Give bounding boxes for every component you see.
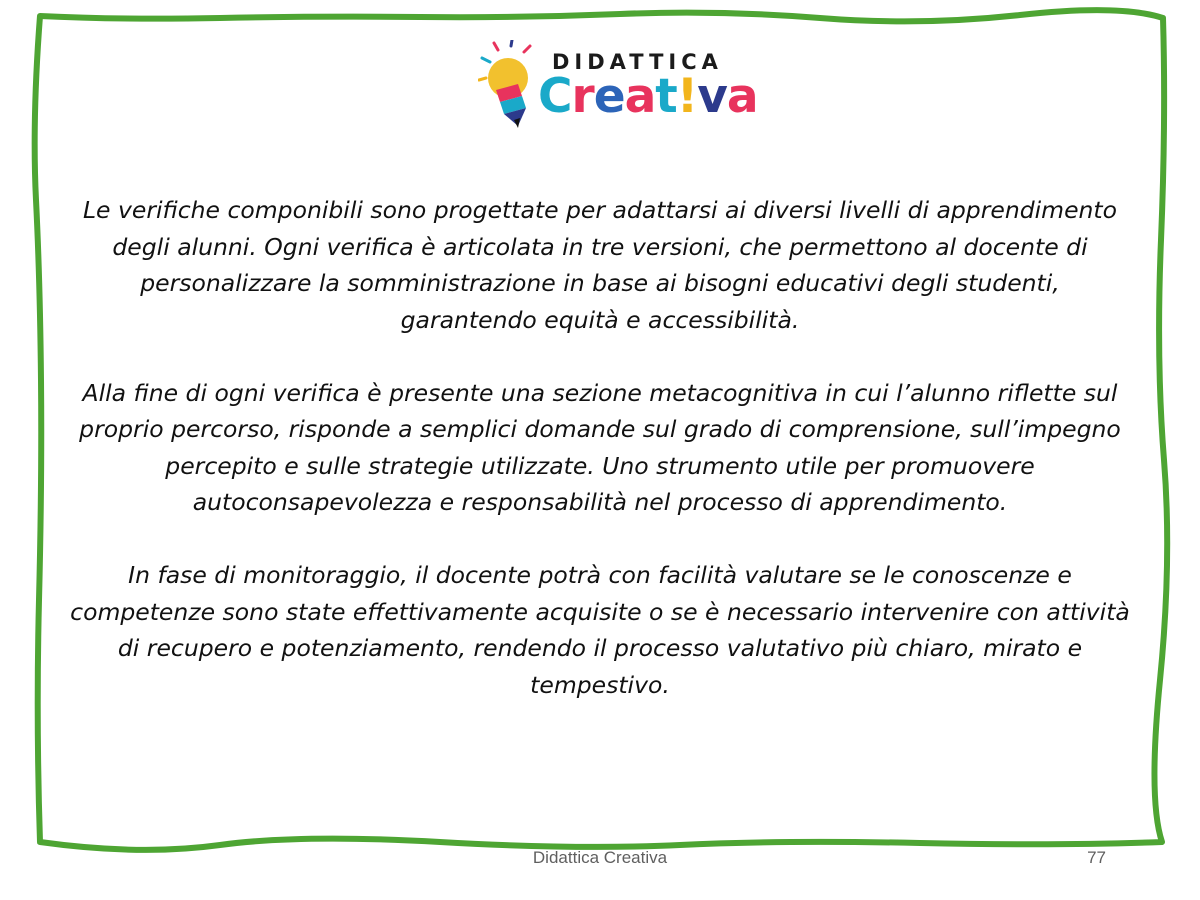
paragraph-monitoraggio: In fase di monitoraggio, il docente potrà con facilità valutare se le conoscenze e competenze sono state effettivamente acquisite o se è necessario intervenire con attività di recupero e potenziamento, rendendo il processo valutativo più chiaro, mirato e tempestivo. [70, 561, 1130, 699]
logo-letter: t [655, 69, 677, 124]
footer-title: Didattica Creativa [532, 848, 668, 867]
logo-letter: r [571, 69, 594, 124]
logo-letter: a [624, 69, 656, 124]
logo-letter: C [538, 69, 572, 124]
logo-top-text: DIDATTICA [552, 50, 723, 74]
logo-letter: ! [676, 69, 698, 124]
slide-body [70, 192, 1130, 740]
paragraph-verifiche-componibili: Le verifiche componibili sono progettate per adattarsi ai diversi livelli di apprendimento degli alunni. Ogni verifica è articolata in tre versioni, che permettono al docente di personalizzare la somministrazione in base ai bisogni educativi degli studenti, garantendo equità e accessibilità. [82, 196, 1118, 334]
logo-letter: a [726, 69, 758, 124]
paragraph-sezione-metacognitiva: Alla fine di ogni verifica è presente una sezione metacognitiva in cui l’alunno riflette sul proprio percorso, risponde a semplici domande sul grado di comprensione, sull’impegno percepito e sulle strategie utilizzate. Uno strumento utile per promuovere autoconsapevolezza e responsabilità nel processo di apprendimento. [79, 378, 1121, 516]
logo-letter: v [697, 69, 727, 124]
didattica-creativa-logo [478, 40, 758, 132]
page-number: 77 [1087, 848, 1106, 867]
logo-letter: e [593, 69, 625, 124]
logo-bottom-text [538, 70, 758, 124]
